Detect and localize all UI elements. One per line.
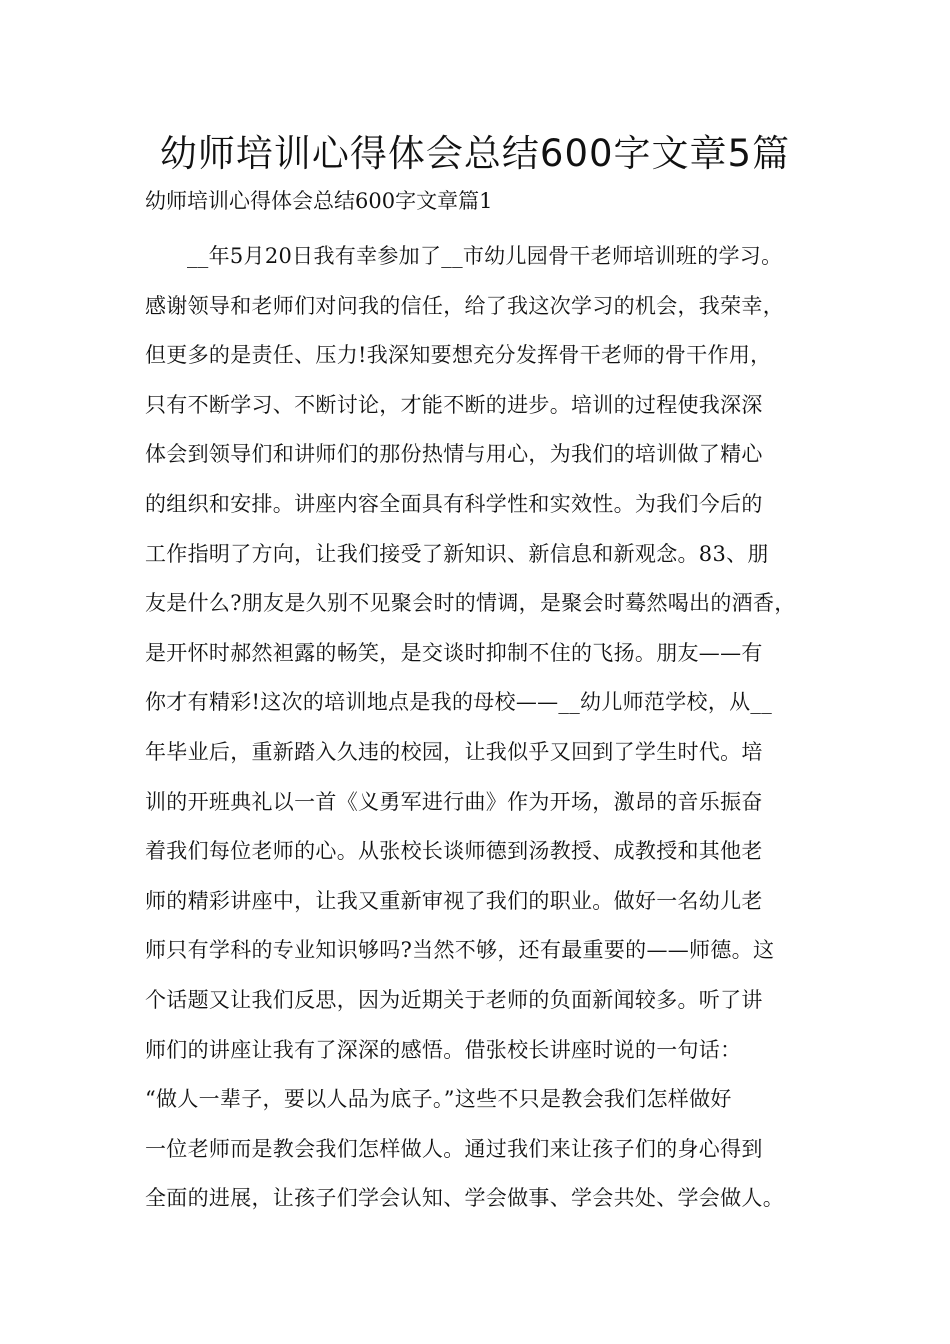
text-line: 个话题又让我们反思，因为近期关于老师的负面新闻较多。听了讲 [145, 987, 763, 1012]
text-line: 年毕业后，重新踏入久违的校园，让我似乎又回到了学生时代。培 [145, 739, 763, 764]
text-line: 感谢领导和老师们对问我的信任，给了我这次学习的机会，我荣幸， [145, 293, 784, 318]
section-heading: 幼师培训心得体会总结600字文章篇1 [145, 189, 493, 213]
text-line: 一位老师而是教会我们怎样做人。通过我们来让孩子们的身心得到 [145, 1136, 763, 1161]
text-line: 友是什么?朋友是久别不见聚会时的情调，是聚会时蓦然喝出的酒香， [145, 591, 796, 616]
text-line: 只有不断学习、不断讨论，才能不断的进步。培训的过程使我深深 [145, 392, 763, 417]
body-paragraph [145, 232, 825, 1224]
text-line: 训的开班典礼以一首《义勇军进行曲》作为开场，激昂的音乐振奋 [145, 789, 763, 814]
text-line: 师的精彩讲座中，让我又重新审视了我们的职业。做好一名幼儿老 [145, 888, 763, 913]
text-line: __年5月20日我有幸参加了__市幼儿园骨干老师培训班的学习。 [187, 244, 783, 268]
text-line: 你才有精彩!这次的培训地点是我的母校——__幼儿师范学校，从__ [145, 690, 773, 715]
text-line: 师只有学科的专业知识够吗?当然不够，还有最重要的——师德。这 [145, 938, 775, 963]
document-title: 幼师培训心得体会总结600字文章5篇 [159, 132, 791, 175]
text-line: 但更多的是责任、压力!我深知要想充分发挥骨干老师的骨干作用， [145, 343, 772, 368]
text-line: 全面的进展，让孩子们学会认知、学会做事、学会共处、学会做人。 [145, 1186, 784, 1211]
text-line: 体会到领导们和讲师们的那份热情与用心，为我们的培训做了精心 [145, 442, 763, 467]
text-line: 是开怀时郝然袒露的畅笑，是交谈时抑制不住的飞扬。朋友——有 [145, 640, 763, 665]
text-line: 工作指明了方向，让我们接受了新知识、新信息和新观念。83、朋 [145, 541, 769, 566]
text-line: 着我们每位老师的心。从张校长谈师德到汤教授、成教授和其他老 [145, 839, 763, 864]
text-line: 的组织和安排。讲座内容全面具有科学性和实效性。为我们今后的 [145, 491, 763, 516]
text-line: “做人一辈子，要以人品为底子。”这些不只是教会我们怎样做好 [145, 1087, 732, 1112]
text-line: 师们的讲座让我有了深深的感悟。借张校长讲座时说的一句话： [145, 1037, 742, 1062]
